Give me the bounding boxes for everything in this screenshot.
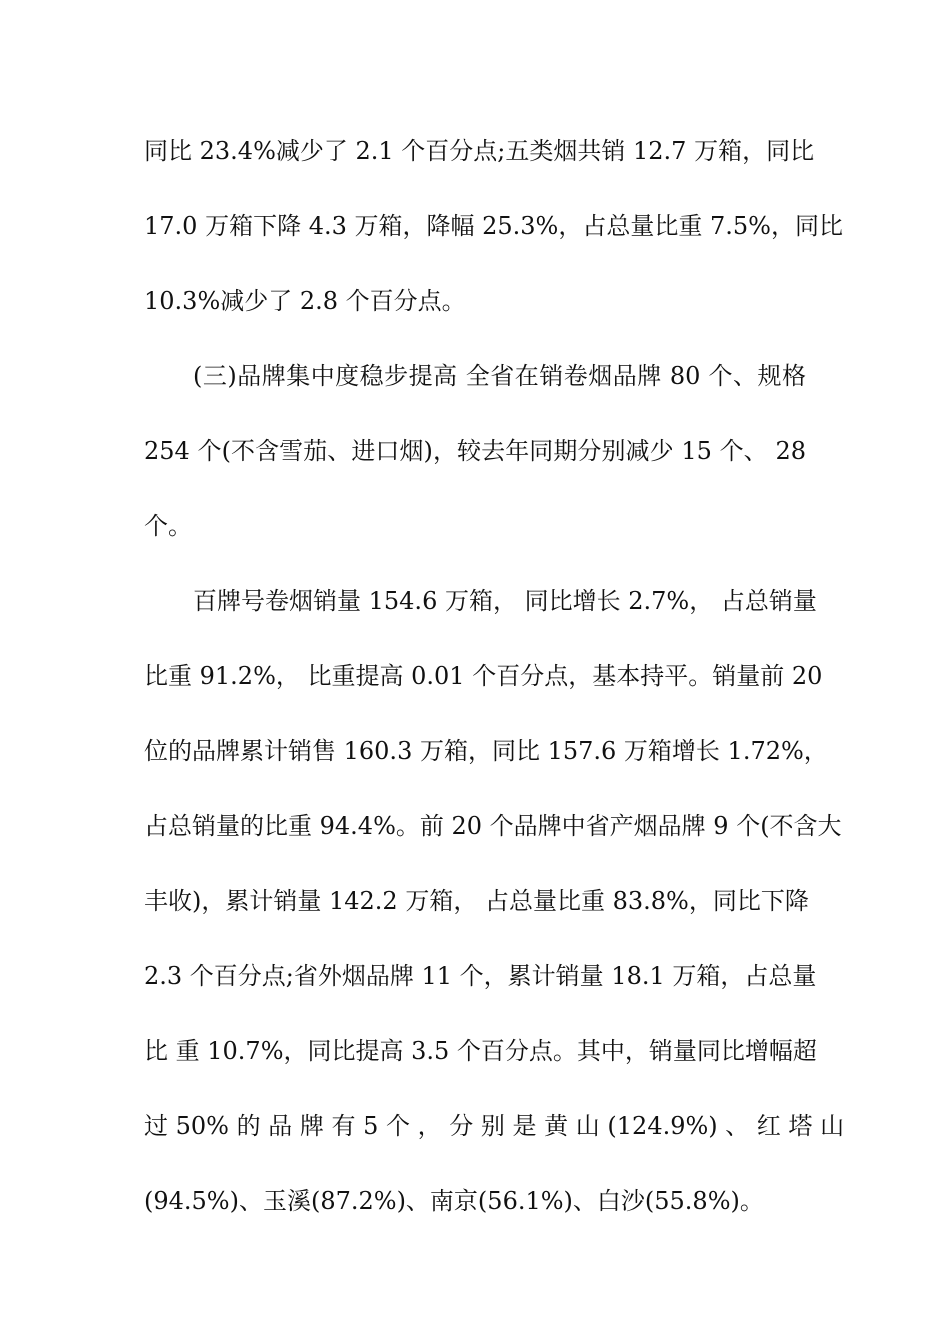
paragraph-line: 个。 (144, 512, 192, 540)
paragraph-line: 百牌号卷烟销量 154.6 万箱， 同比增长 2.7%， 占总销量 (193, 587, 817, 615)
paragraph-line: (94.5%)、玉溪(87.2%)、南京(56.1%)、白沙(55.8%)。 (144, 1187, 764, 1215)
paragraph-line: (三)品牌集中度稳步提高 全省在销卷烟品牌 80 个、规格 (193, 362, 806, 390)
paragraph-line: 比 重 10.7%，同比提高 3.5 个百分点。其中，销量同比增幅超 (144, 1037, 817, 1065)
paragraph-line: 同比 23.4%减少了 2.1 个百分点;五类烟共销 12.7 万箱，同比 (144, 137, 815, 165)
paragraph-line: 占总销量的比重 94.4%。前 20 个品牌中省产烟品牌 9 个(不含大 (144, 812, 842, 840)
paragraph-line: 位的品牌累计销售 160.3 万箱，同比 157.6 万箱增长 1.72%， (144, 737, 828, 765)
paragraph-line: 比重 91.2%， 比重提高 0.01 个百分点，基本持平。销量前 20 (144, 662, 823, 690)
paragraph-line: 17.0 万箱下降 4.3 万箱，降幅 25.3%，占总量比重 7.5%，同比 (144, 212, 843, 240)
paragraph-line: 过 50% 的 品 牌 有 5 个 ， 分 别 是 黄 山 (124.9%) 、 红 塔 山 (144, 1112, 845, 1140)
paragraph-line: 丰收)，累计销量 142.2 万箱， 占总量比重 83.8%，同比下降 (144, 887, 809, 915)
paragraph-line: 2.3 个百分点;省外烟品牌 11 个，累计销量 18.1 万箱，占总量 (144, 962, 817, 990)
paragraph-line: 10.3%减少了 2.8 个百分点。 (144, 287, 466, 315)
paragraph-line: 254 个(不含雪茄、进口烟)，较去年同期分别减少 15 个、 28 (144, 437, 806, 465)
